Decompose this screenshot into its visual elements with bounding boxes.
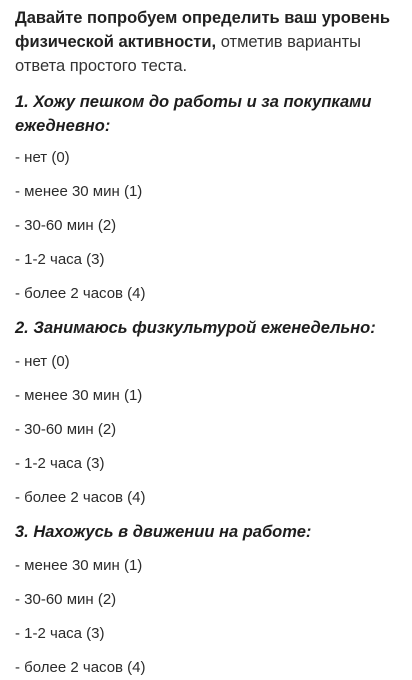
- intro-paragraph: [15, 6, 405, 78]
- question-2-option: - нет (0): [15, 353, 70, 370]
- question-2-title: 2. Занимаюсь физкультурой еженедельно:: [15, 319, 376, 337]
- intro-normal-text: отметив варианты ответа простого теста.: [15, 33, 362, 75]
- question-1-option: - менее 30 мин (1): [15, 183, 143, 200]
- question-3-option: - 1-2 часа (3): [15, 625, 105, 642]
- question-3-title: 3. Нахожусь в движении на работе:: [15, 523, 312, 541]
- question-2-option: - менее 30 мин (1): [15, 387, 143, 404]
- question-3-option: - менее 30 мин (1): [15, 557, 143, 574]
- question-2-option: - 1-2 часа (3): [15, 455, 105, 472]
- question-1-title: 1. Хожу пешком до работы и за покупками ежедневно:: [15, 93, 372, 135]
- question-3-option: - 30-60 мин (2): [15, 591, 117, 608]
- question-1-option: - более 2 часов (4): [15, 285, 146, 302]
- question-2-option: - более 2 часов (4): [15, 489, 146, 506]
- question-1-option: - 1-2 часа (3): [15, 251, 105, 268]
- question-1-option: - 30-60 мин (2): [15, 217, 117, 234]
- question-2-option: - 30-60 мин (2): [15, 421, 117, 438]
- question-1-option: - нет (0): [15, 149, 70, 166]
- intro-bold-text: Давайте попробуем определить ваш уровень физической активности,: [15, 9, 391, 51]
- question-3-option: - более 2 часов (4): [15, 659, 146, 676]
